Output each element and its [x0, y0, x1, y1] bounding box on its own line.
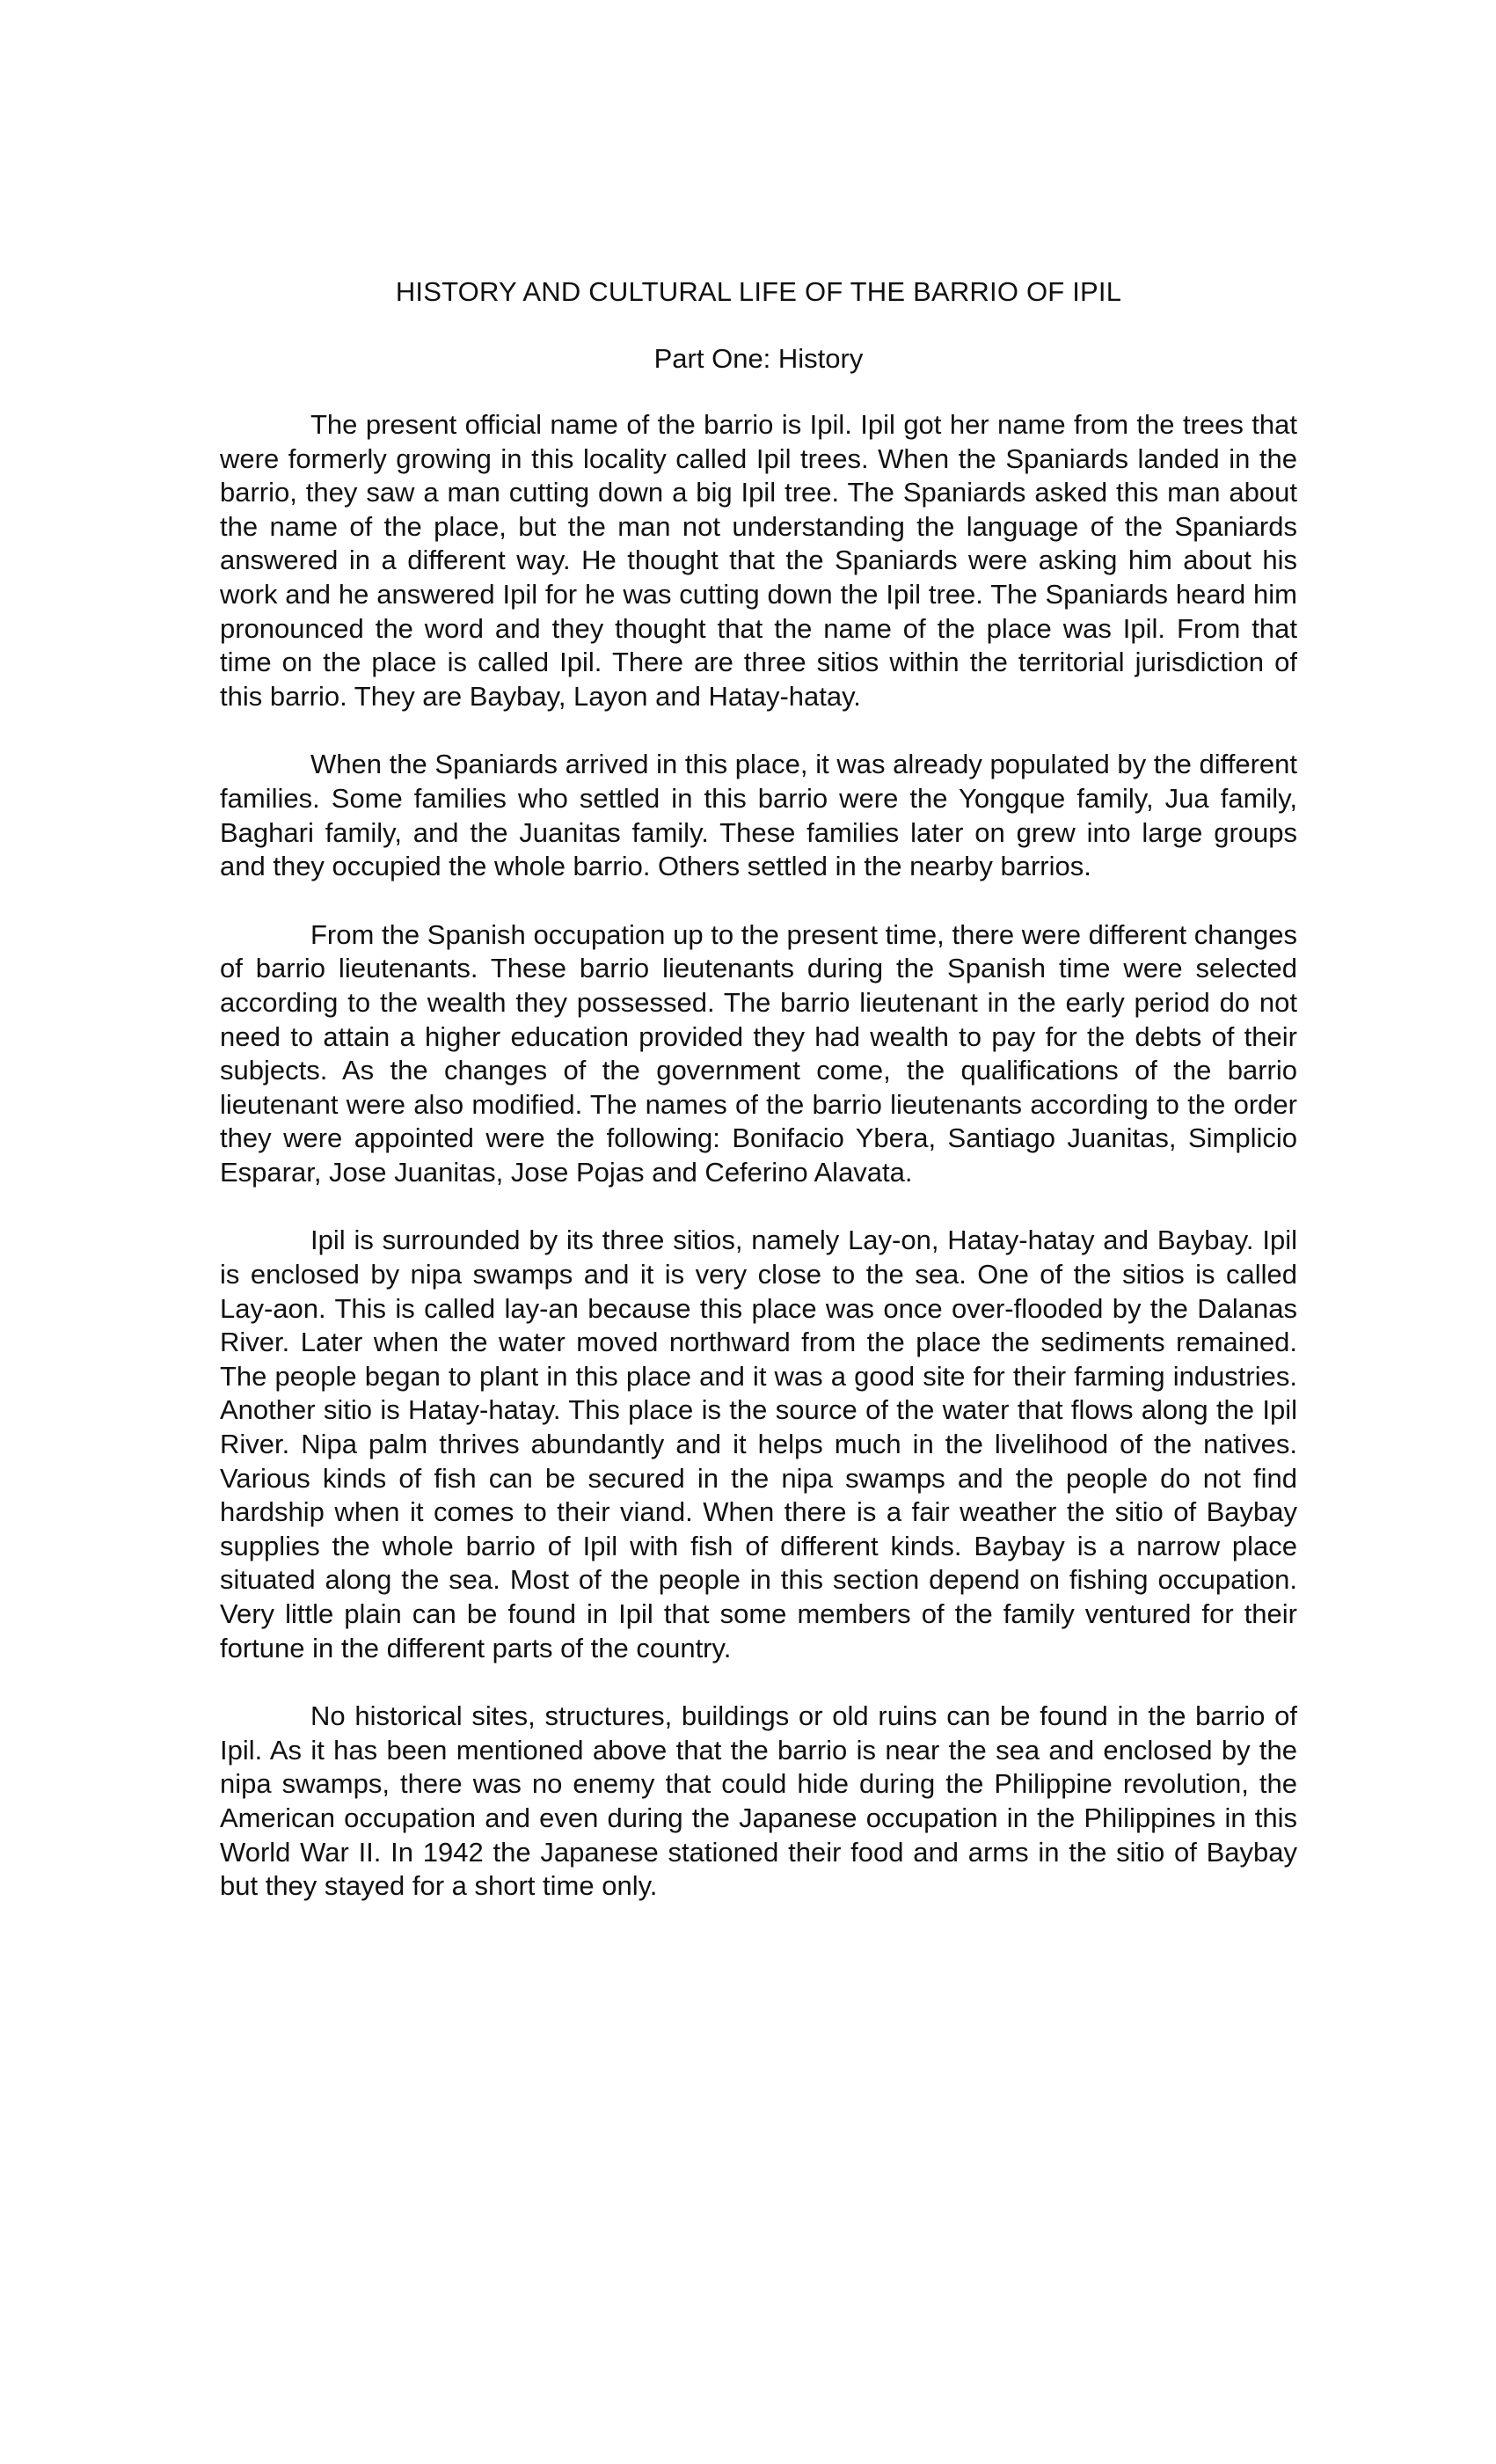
- document-title: HISTORY AND CULTURAL LIFE OF THE BARRIO OF IPIL: [395, 276, 1122, 307]
- paragraph-early-families: When the Spaniards arrived in this place, it was already populated by the different families. Some families who settled in this barrio were the Yongque family, Jua family, Baghari family, and the Juanitas family. These families later on grew into large groups and they occupied the whole barrio. Others settled in the nearby barrios.: [220, 749, 1297, 882]
- paragraph-name-origin: The present official name of the barrio is Ipil. Ipil got her name from the trees that were formerly growing in this locality called Ipil trees. When the Spaniards landed in the barrio, they saw a man cutting down a big Ipil tree. The Spaniards asked this man about the name of the place, but the man not understanding the language of the Spaniards answered in a different way. He thought that the Spaniards were asking him about his work and he answered Ipil for he was cutting down the Ipil tree. The Spaniards heard him pronounced the word and they thought that the name of the place was Ipil. From that time on the place is called Ipil. There are three sitios within the territorial jurisdiction of this barrio. They are Baybay, Layon and Hatay-hatay.: [220, 409, 1297, 712]
- paragraph-historical-sites: No historical sites, structures, buildings or old ruins can be found in the barrio of Ipil. As it has been mentioned above that the barrio is near the sea and enclosed by the nipa swamps, there was no enemy that could hide during the Philippine revolution, the American occupation and even during the Japanese occupation in the Philippines in this World War II. In 1942 the Japanese stationed their food and arms in the sitio of Baybay but they stayed for a short time only.: [220, 1700, 1297, 1902]
- section-heading: Part One: History: [653, 343, 864, 374]
- document-body: [220, 408, 1297, 1904]
- paragraph-sitios: Ipil is surrounded by its three sitios, namely Lay-on, Hatay-hatay and Baybay. Ipil is enclosed by nipa swamps and it is very close to the sea. One of the sitios is called Lay-aon. This is called lay-an because this place was once over-flooded by the Dalanas River. Later when the water moved northward from the place the sediments remained. The people began to plant in this place and it was a good site for their farming industries. Another sitio is Hatay-hatay. This place is the source of the water that flows along the Ipil River. Nipa palm thrives abundantly and it helps much in the livelihood of the natives. Various kinds of fish can be secured in the nipa swamps and the people do not find hardship when it comes to their viand. When there is a fair weather the sitio of Baybay supplies the whole barrio of Ipil with fish of different kinds. Baybay is a narrow place situated along the sea. Most of the people in this section depend on fishing occupation. Very little plain can be found in Ipil that some members of the family ventured for their fortune in the different parts of the country.: [220, 1225, 1297, 1663]
- paragraph-barrio-lieutenants: From the Spanish occupation up to the present time, there were different changes of barrio lieutenants. These barrio lieutenants during the Spanish time were selected according to the wealth they possessed. The barrio lieutenant in the early period do not need to attain a higher education provided they had wealth to pay for the debts of their subjects. As the changes of the government come, the qualifications of the barrio lieutenant were also modified. The names of the barrio lieutenants according to the order they were appointed were the following: Bonifacio Ybera, Santiago Juanitas, Simplicio Esparar, Jose Juanitas, Jose Pojas and Ceferino Alavata.: [220, 918, 1297, 1188]
- document-content: [220, 274, 1297, 1904]
